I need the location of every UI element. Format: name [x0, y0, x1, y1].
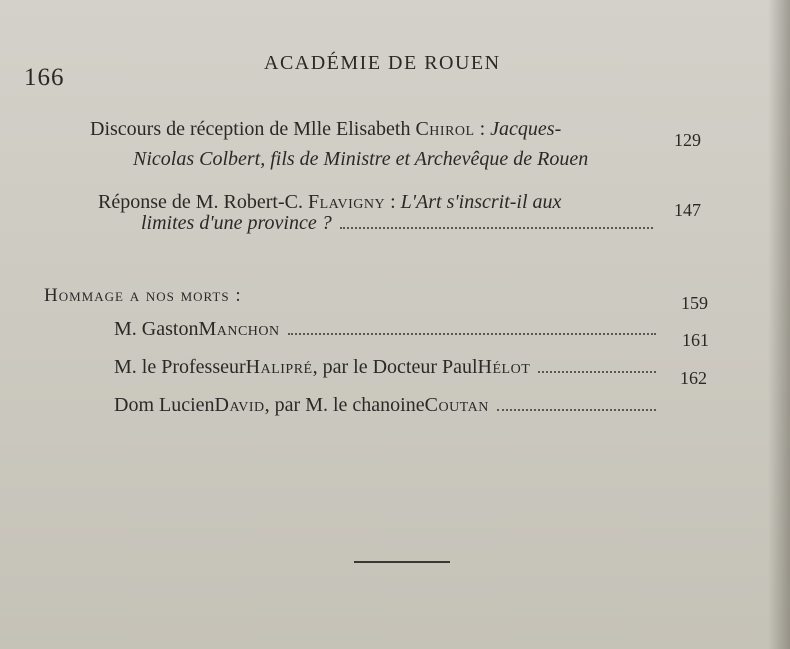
entry-title: Jacques-: [490, 118, 562, 140]
toc-entry-chirol: [90, 118, 588, 178]
page-gutter-shadow: [768, 0, 790, 649]
entry-text: Réponse de M. Robert-C.: [98, 191, 308, 213]
page-ref: 162: [680, 368, 707, 388]
toc-item-manchon: [114, 318, 664, 341]
toc-entry-line-leader: [141, 212, 661, 235]
author-name: Flavigny: [307, 191, 386, 213]
dot-leader: [538, 371, 656, 373]
author-name: Hélot: [477, 356, 531, 378]
author-name: David: [214, 394, 265, 416]
toc-item-halipre: [114, 356, 664, 379]
entry-text: , par M. le chanoine: [264, 394, 425, 416]
author-name: Manchon: [198, 318, 280, 340]
section-heading: Hommage a nos morts :: [44, 285, 242, 306]
page-ref: 129: [674, 130, 701, 150]
running-head: ACADÉMIE DE ROUEN: [264, 52, 501, 74]
entry-title: Nicolas Colbert, fils de Ministre et Archevêque de Rouen: [133, 148, 589, 170]
dot-leader: [340, 227, 653, 229]
entry-title: L'Art s'inscrit-il aux: [400, 191, 562, 213]
page-ref: 161: [682, 330, 709, 350]
entry-text: M. Gaston: [114, 318, 199, 340]
author-name: Chirol: [415, 118, 475, 140]
toc-item-david: [114, 394, 664, 417]
author-name: Coutan: [424, 394, 489, 416]
page-ref: 159: [681, 293, 708, 313]
page-number: 166: [24, 64, 65, 91]
page-ref: 147: [674, 200, 701, 220]
separator: :: [474, 118, 491, 140]
toc-entry-line: [90, 118, 588, 148]
author-name: Halipré: [245, 356, 313, 378]
toc-entry-line: [90, 148, 588, 178]
entry-text: Dom Lucien: [114, 394, 215, 416]
entry-text: M. le Professeur: [114, 356, 246, 378]
entry-title: limites d'une province ?: [141, 212, 332, 234]
dot-leader: [497, 409, 656, 411]
dot-leader: [288, 333, 656, 335]
entry-text: , par le Docteur Paul: [312, 356, 478, 378]
entry-text: Discours de réception de Mlle Elisabeth: [90, 118, 416, 140]
separator: :: [385, 191, 401, 213]
end-rule: [354, 561, 450, 563]
